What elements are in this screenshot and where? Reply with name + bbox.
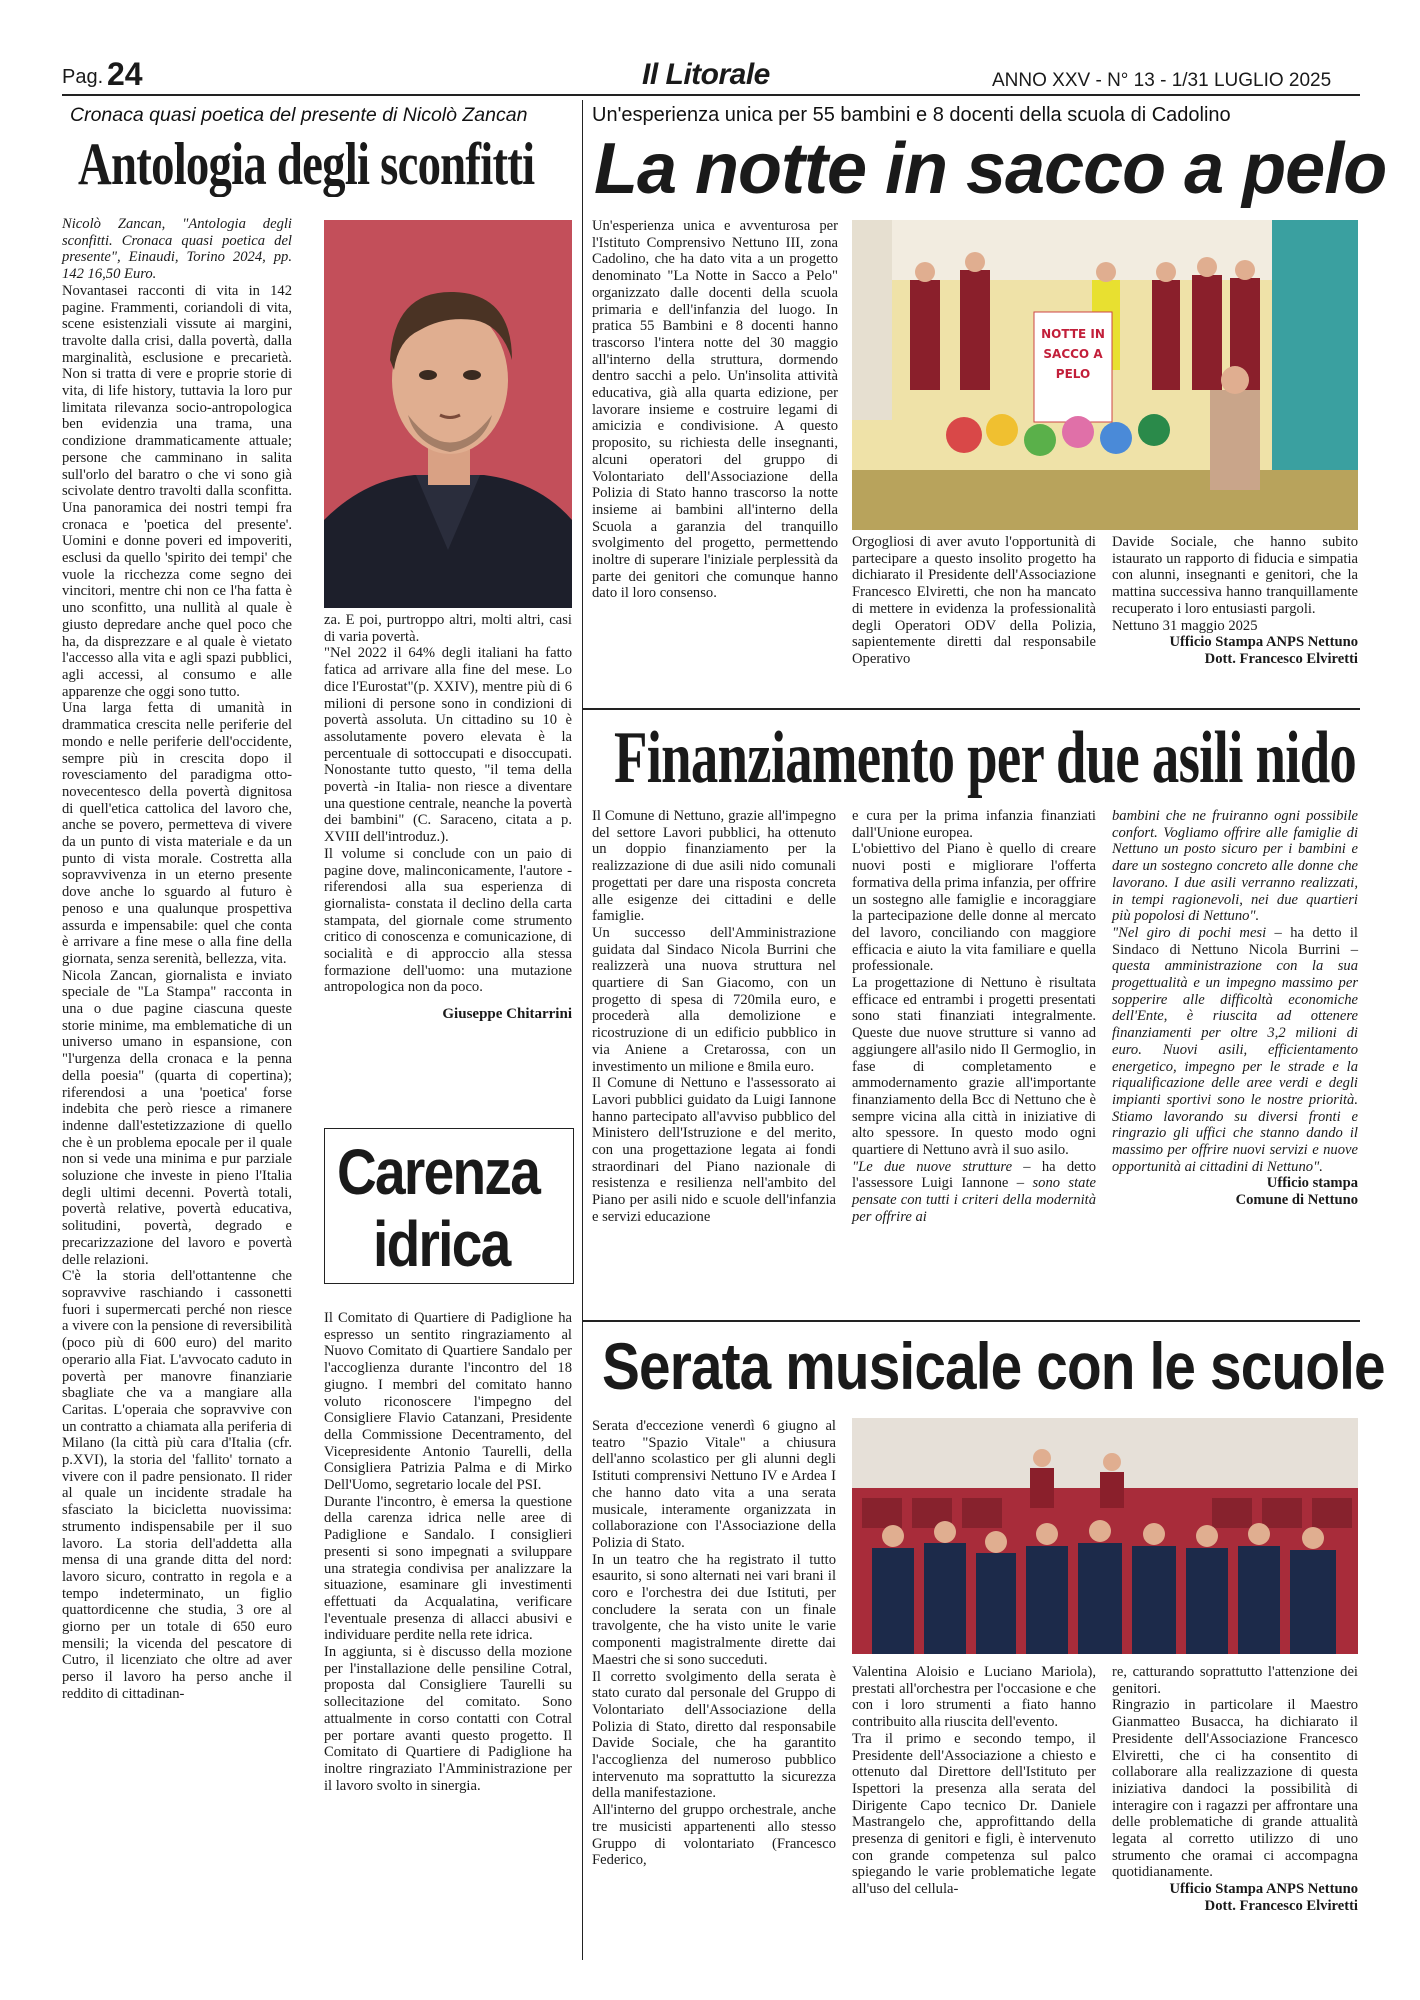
asili-quote-part: questa amministrazione con la sua progettualità e un impegno massimo per sopperire alle difficoltà economiche dell'Ente, è riuscita ad ottenere finanziamenti per oltre 3,2 milioni di euro. Nuovi asili, efficientamento energetico, impegno per le strade e la riqualificazione delle aree verdi e degli impianti sportivi sono le nostre priorità. Stiamo lavorando su diversi fronti e ringrazio gli uffici che stanno dando il massimo per offrire nuovi servizi e nuove opportunità ai cittadini di Nettuno".	[1112, 958, 1358, 1175]
author-portrait-svg	[324, 220, 572, 608]
asili-bottom-rule	[582, 1320, 1360, 1322]
sacco-title	[594, 128, 1386, 210]
asili-paragraph: La progettazione di Nettuno è risultata efficace ed entrambi i progetti presentati sono stati finanziati integralmente. Queste due nuove strutture si vanno ad aggiungere all'asilo nido Il Germoglio, in fase di completamento e ammodernamento grazie all'importante finanziamento della Bcc di Nettuno che è sempre vicina alla città in iniziative di alto spessore. In questo modo ogni quartiere di Nettuno avrà il suo asilo.	[852, 975, 1096, 1159]
masthead: Il Litorale	[642, 58, 770, 91]
serata-paragraph: Ringrazio in particolare il Maestro Gianmatteo Busacca, ha dichiarato il Presidente dell'Associazione Francesco Elviretti, che ci ha consentito di collaborare alla realizzazione di questa iniziativa dandoci la possibilità di interagire con i ragazzi per affrontare una delle problematiche di grande attualità legata al corretto utilizzo di uno strumento che oramai ci accompagna quotidianamente.	[1112, 1697, 1358, 1881]
sacco-photo	[852, 220, 1358, 530]
asili-paragraph: Un successo dell'Amministrazione guidata dal Sindaco Nicola Burrini che realizzerà una nuova struttura nel quartiere di San Giacomo, con un progetto di spesa di 720mila euro, e procederà alla demolizione e ricostruzione di un edificio pubblico in via Aniene a Cretarossa, con un investimento un milione e 8mila euro.	[592, 924, 836, 1075]
asili-paragraph: Il Comune di Nettuno, grazie all'impegno del settore Lavori pubblici, ha ottenuto un doppio finanziamento per la realizzazione di due asili nido comunali progettati per dare una risposta concreta alle esigenze dei cittadini e delle famiglie.	[592, 808, 836, 925]
antologia-paragraph: C'è la storia dell'ottantenne che sopravvive raschiando i cassonetti fuori i supermercati perché non riesce a vivere con la pensione di reversibilità (poco più di 600 euro) del marito operario alla Fiat. L'avvocato caduto in povertà per manovre finanziarie sbagliate che va a mangiare alla Caritas. L'operaia che sopravvive con un contratto a chiamata alla periferia di Milano (la città più cara d'Italia (cfr. p.XVI), la storia del 'fallito' tornato a vivere con il padre pensionato. Il rider al quale un incidente stradale ha sfasciato la bicicletta nuovissima: strumento indispensabile per il suo lavoro. La storia dell'addetta alla mensa di una grande ditta del nord: lavoro sicuro, contratto in regola e a tempo indeterminato, un figlio quattordicenne che studia, 3 ore al giorno per un totale di 650 euro mensili; la vicenda del pescatore di Cutro, il licenziato che oltre ad aver perso il lavoro ha perso anche il reddito di cittadinan-	[62, 1268, 292, 1702]
antologia-biblio: Nicolò Zancan, "Antologia degli sconfitti. Cronaca quasi poetica del presente", Einaudi, Torino 2024, pp. 142 16,50 Euro.	[62, 216, 292, 283]
sacco-signature-2: Dott. Francesco Elviretti	[1204, 650, 1358, 667]
asili-signature-2: Comune di Nettuno	[1235, 1192, 1358, 1209]
carenza-box	[324, 1128, 574, 1284]
sacco-column-1	[592, 218, 838, 602]
antologia-paragraph: Il volume si conclude con un paio di pagine dove, malinconicamente, l'autore -riferendosi alla sua esperienza di giornalista- constata il declino della carta stampata, del giornale come strumento critico di conoscenza e comunicazione, di socialità e di approccio alla stessa formazione dell'uomo: una mutazione antropologica non da poco.	[324, 845, 572, 996]
sacco-signature-1: Ufficio Stampa ANPS Nettuno	[1169, 634, 1358, 651]
asili-paragraph: e cura per la prima infanzia finanziati dall'Unione europea.	[852, 808, 1096, 841]
antologia-paragraph: Novantasei racconti di vita in 142 pagine. Frammenti, coriandoli di vita, scene esistenziali vissute ai margini, travolte dalla crisi, dalla povertà, dalla marginalità, esclusione e precarietà. Non si tratta di vere e proprie storie di vita, di life history, tuttavia la loro pur limitata rilevanza socio-antropologica ben evidenzia una trama, una condizione drammaticamente attuale; persone che camminano in salita sull'orlo del baratro o che vi sono già scivolate dentro travolti dalla sconfitta. Una panoramica dei nostri tempi fra cronaca e 'poetica del presente'. Uomini e donne poveri ed impoveriti, esclusi da quello 'spirito dei tempi' che vuole la ricchezza come segno dei vincitori, mentre chi non ce l'ha fatta è uno sconfitto, una nullità al quale è giusto depredare anche quel poco che ha, da disprezzare e al quale è vietato l'accesso alla vita e agli spazi pubblici, agli accessi, al consumo e alle apparenze che oggi sono tutto.	[62, 282, 292, 700]
author-portrait	[324, 220, 572, 608]
serata-signature-2: Dott. Francesco Elviretti	[1204, 1897, 1358, 1914]
sacco-bottom-rule	[582, 708, 1360, 710]
antologia-title-text: Antologia degli sconfitti	[78, 131, 535, 197]
asili-column-1	[592, 808, 836, 1226]
serata-paragraph: Serata d'eccezione venerdì 6 giugno al teatro "Spazio Vitale" a chiusura dell'anno scolastico per gli alunni degli Istituti comprensivi Nettuno IV e Ardea I che hanno dato vita a una serata musicale, interamente organizzata in collaborazione con l'Associazione della Polizia di Stato.	[592, 1418, 836, 1551]
antologia-kicker: Cronaca quasi poetica del presente di Nicolò Zancan	[70, 104, 528, 126]
serata-paragraph: re, catturando soprattutto l'attenzione dei genitori.	[1112, 1664, 1358, 1697]
asili-column-3	[1112, 808, 1358, 1209]
sacco-paragraph: Davide Sociale, che hanno subito istaurato un rapporto di fiducia e simpatia con alunni, insegnanti e genitori, che la mattina successiva hanno tranquillamente recuperato i loro entusiasti pargoli.	[1112, 534, 1358, 617]
serata-column-3	[1112, 1664, 1358, 1915]
asili-paragraph: Il Comune di Nettuno e l'assessorato ai Lavori pubblici guidato da Luigi Iannone hanno partecipato all'avviso pubblico del Ministero dell'Istruzione e del merito, con una progettazione legata ai fondi straordinari del Piano nazionale di resistenza e resilienza nell'ambito del Piano per asili nido e scuole dell'infanzia e servizi educazione	[592, 1075, 836, 1225]
serata-signature-1: Ufficio Stampa ANPS Nettuno	[1169, 1881, 1358, 1898]
antologia-paragraph: Nicola Zancan, giornalista e inviato speciale de "La Stampa" racconta in una o due pagine ciascuna queste storie minime, ma emblematiche di un universo umano in espansione, con "l'urgenza della cronaca e la penna della poesia" (quarta di copertina); riferendosi a una 'poetica' forse indebita che però riesce a rimanere indenne dall'estetizzazione di quello che è un problema epocale per il quale non si vede una minima e pur parziale soluzione che investe in pieno l'Italia degli ultimi decenni. Povertà totali, povertà relative, povertà educativa, solitudini, povertà, degrado e precarizzazione del lavoro e povertà delle relazioni.	[62, 967, 292, 1268]
sacco-title-text: La notte in sacco a pelo	[594, 129, 1387, 209]
serata-paragraph: Il corretto svolgimento della serata è stato curato dal personale del Gruppo di Volontariato dell'Associazione della Polizia di Stato, diretto dal responsabile Davide Sociale, che ha garantito l'accoglienza del numeroso pubblico intervenuto ma soprattutto la sicurezza della manifestazione.	[592, 1668, 836, 1802]
asili-signature-1: Ufficio stampa	[1266, 1175, 1358, 1192]
sacco-paragraph: Un'esperienza unica e avventurosa per l'Istituto Comprensivo Nettuno III, zona Cadolino, che ha dato vita a un progetto denominato "La Notte in Sacco a Pelo" organizzato dalle docenti della scuola primaria e dell'infanzia del luogo. In pratica 55 Bambini e 8 docenti hanno trascorso l'intera notte del 30 maggio all'interno della struttura, dormendo dentro sacchi a pelo. Un'insolita attività educativa, già alla quarta edizione, per lavorare insieme e costruire legami di amicizia e condivisione. A questo proposito, su richiesta delle insegnanti, alcuni operatori del gruppo di Volontariato dell'Associazione della Polizia di Stato hanno trascorso la notte insieme ai bambini all'interno della Scuola a garanzia del tranquillo svolgimento del progetto, permettendo inoltre di superare l'iniziale perplessità da parte dei genitori che comunque hanno dato il loro consenso.	[592, 218, 838, 602]
sacco-column-2	[852, 534, 1096, 668]
carenza-title-line-2: idrica	[373, 1208, 510, 1280]
sacco-dateline: Nettuno 31 maggio 2025	[1112, 617, 1258, 634]
asili-quote-part: "Nel giro di pochi mesi	[1112, 924, 1267, 941]
asili-quote-attribution: – ha detto il Sindaco di Nettuno Nicola Burrini –	[1112, 924, 1358, 958]
photo-sign-line-2: SACCO A	[1043, 347, 1103, 361]
asili-quote	[852, 1159, 1096, 1226]
serata-title	[602, 1328, 1420, 1404]
serata-paragraph: In un teatro che ha registrato il tutto esaurito, si sono alternati nei vari brani il coro e l'orchestra dei due Istituti, per concludere la serata con un finale travolgente, che ha visto unite le varie componenti magistralmente dirette dai Maestri che si sono succeduti.	[592, 1551, 836, 1668]
carenza-paragraph: In aggiunta, si è discusso della mozione per l'installazione delle pensiline Cotral, proposta dal Consigliere Taurelli su sollecitazione del comitato. Sono attualmente in corso contatti con Cotral per portare avanti questo progetto. Il Comitato di Quartiere di Padiglione ha inoltre ringraziato l'Amministrazione per il lavoro svolto in sinergia.	[324, 1644, 572, 1794]
asili-column-2	[852, 808, 1096, 1226]
sacco-paragraph: Orgogliosi di aver avuto l'opportunità di partecipare a questo insolito progetto ha dichiarato il Presidente dell'Associazione Francesco Elviretti, che non ha mancato di mettere in evidenza la professionalità degli Operatori ODV della Polizia, sapientemente diretti dal responsabile Operativo	[852, 534, 1096, 667]
carenza-title-line-1: Carenza	[337, 1136, 540, 1208]
serata-photo	[852, 1418, 1358, 1654]
asili-quote-part: "Le due nuove strutture	[852, 1158, 1013, 1175]
asili-title-text: Finanziamento per due asili nido	[614, 717, 1357, 799]
issue-info: ANNO XXV - N° 13 - 1/31 LUGLIO 2025	[992, 70, 1332, 91]
antologia-paragraph: za. E poi, purtroppo altri, molti altri, casi di varia povertà.	[324, 612, 572, 645]
serata-paragraph: Tra il primo e secondo tempo, il Presidente dell'Associazione a chiesto e ottenuto dal Direttore dell'Istituto per Ispettori la presenza alla serata del Dirigente Capo tecnico Dr. Daniele Mastrangelo che, approfittando della presenza di genitori e figli, è intervenuto con grande competenza sul palco spiegando le varie problematiche legate all'uso del cellula-	[852, 1730, 1096, 1898]
photo-sign-line-1: NOTTE IN	[1041, 327, 1105, 341]
asili-title	[614, 716, 1420, 801]
asili-quote-part: sono state pensate con tutti i criteri della modernità per offrire ai	[852, 1175, 1096, 1225]
asili-quote-mayor	[1112, 925, 1358, 1176]
serata-paragraph: Valentina Aloisio e Luciano Mariola), prestati all'orchestra per l'occasione e che con i loro strumenti a fiato hanno contribuito alla riuscita dell'evento.	[852, 1664, 1096, 1731]
photo-sign-line-3: PELO	[1055, 367, 1091, 381]
sacco-column-3	[1112, 534, 1358, 668]
antologia-column-2	[324, 612, 572, 1023]
antologia-signature: Giuseppe Chitarrini	[442, 1006, 572, 1023]
serata-photo-svg	[852, 1418, 1358, 1654]
antologia-column-1	[62, 216, 292, 1703]
serata-paragraph: All'interno del gruppo orchestrale, anche tre musicisti appartenenti allo stesso Gruppo di volontariato (Francesco Federico,	[592, 1802, 836, 1869]
antologia-paragraph: "Nel 2022 il 64% degli italiani ha fatto fatica ad arrivare alla fine del mese. Lo dice l'Eurostat"(p. XXIV), mentre più di 6 milioni di persone sono in condizioni di povertà assoluta. Un cittadino su 10 è assolutamente povero elevata è la percentuale di sottoccupati e disoccupati. Nonostante tutto questo, "il tema della povertà -in Italia- non riesce a diventare una questione centrale, neanche la povertà dei bambini" (C. Saraceno, citata a p. XVIII dell'introduz.).	[324, 645, 572, 846]
antologia-title	[78, 130, 663, 199]
sacco-kicker: Un'esperienza unica per 55 bambini e 8 docenti della scuola di Cadolino	[592, 104, 1231, 126]
column-divider	[582, 100, 583, 1960]
asili-quote-continued: bambini che ne fruiranno ogni possibile confort. Vogliamo offrire alle famiglie di Nettuno un posto sicuro per i bambini e dare un sostegno concreto alle donne che lavorano. I due asili verranno realizzati, in tempi ragionevoli, nei due quartieri più popolosi di Nettuno".	[1112, 808, 1358, 925]
sacco-photo-svg	[852, 220, 1358, 530]
carenza-paragraph: Durante l'incontro, è emersa la questione della carenza idrica nelle aree di Padiglione e Sandalo. I consiglieri presenti si sono impegnati a sviluppare una strategia condivisa per analizzare la situazione, esaminare gli investimenti effettuati da Acqualatina, verificare l'eventuale presenza di allacci abusivi e individuare perdite nella rete idrica.	[324, 1493, 572, 1644]
carenza-paragraph: Il Comitato di Quartiere di Padiglione ha espresso un sentito ringraziamento al Nuovo Comitato di Quartiere Sandalo per l'accoglienza durante l'incontro del 18 giugno. I membri del comitato hanno voluto riconoscere l'impegno del Consigliere Flavio Catanzani, Presidente della Commissione Decentramento, del Vicepresidente Antonio Taurelli, della Consigliera Patrizia Palma e di Mirko Dell'Uomo, segretario locale del PSI.	[324, 1310, 572, 1494]
antologia-paragraph: Una larga fetta di umanità in drammatica crescita nelle periferie del mondo e nelle periferie dell'occidente, sempre più in crescita dopo il rovesciamento del paradigma otto-novecentesco della povertà dignitosa di quell'etica cattolica del lavoro che, anche se povero, permetteva di vivere da un punto di vista materiale e da un punto di vista morale. Costretta alla sopravvivenza in un eterno presente dove anche lo sguardo al futuro è penoso e una qualunque prospettiva assurda e impensabile: quel che conta è arrivare a fine mese o alla fine della giornata, senza serenità, bellezza, vita.	[62, 700, 292, 967]
serata-column-2	[852, 1664, 1096, 1898]
page-label: Pag.	[62, 66, 104, 88]
page-number: 24	[107, 56, 143, 92]
serata-title-text: Serata musicale con le scuole	[602, 1329, 1385, 1403]
carenza-column	[324, 1310, 572, 1794]
header-rule	[62, 94, 1360, 96]
serata-column-1	[592, 1418, 836, 1869]
asili-quote-attribution: – ha detto l'assessore Luigi Iannone –	[852, 1158, 1096, 1192]
asili-paragraph: L'obiettivo del Piano è quello di creare nuovi posti e migliorare l'offerta formativa della prima infanzia, per offrire un sostegno alle famiglie e incoraggiare la partecipazione delle donne al mercato del lavoro, conciliando con maggiore efficacia e aiuto la vita familiare e quella professionale.	[852, 841, 1096, 975]
